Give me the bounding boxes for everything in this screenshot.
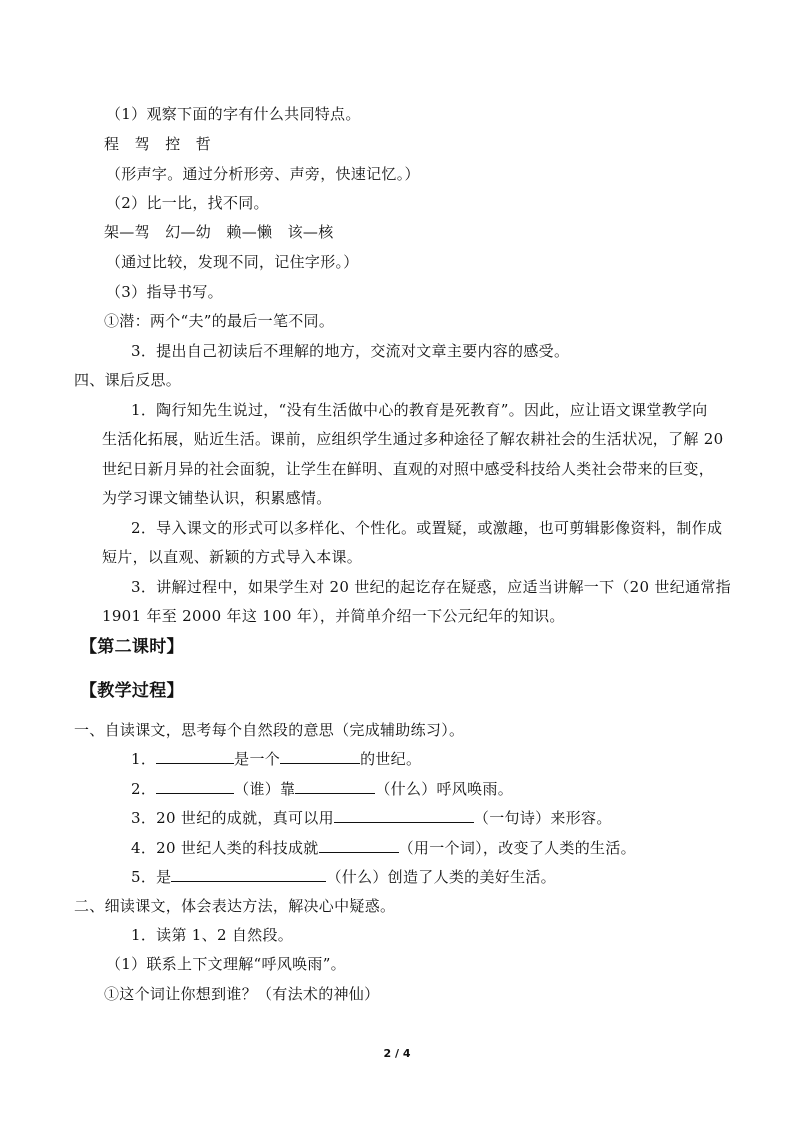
answer-blank[interactable] bbox=[295, 779, 375, 794]
section-heading: 四、课后反思。 bbox=[74, 371, 182, 389]
paragraph-item: 1．读第 1、2 自然段。 bbox=[131, 926, 294, 944]
note-text: （通过比较，发现不同，记住字形。） bbox=[106, 253, 359, 271]
sub-item-1: （1）观察下面的字有什么共同特点。 bbox=[106, 105, 361, 123]
exercise-item: 3．20 世纪的成就，真可以用 （一句诗）来形容。 bbox=[131, 809, 612, 827]
character-list: 程 驾 控 哲 bbox=[104, 135, 212, 153]
character-comparison: 架—驾 幻—幼 赖—懒 该—核 bbox=[104, 223, 334, 241]
lesson-heading: 【第二课时】 bbox=[80, 637, 184, 657]
section-heading: 二、细读课文，体会表达方法，解决心中疑惑。 bbox=[74, 897, 396, 915]
exercise-item: 5．是 （什么）创造了人类的美好生活。 bbox=[131, 868, 556, 886]
sub-item-3: （3）指导书写。 bbox=[106, 283, 223, 301]
paragraph-text: 1901 年至 2000 年这 100 年），并简单介绍一下公元纪年的知识。 bbox=[102, 607, 565, 625]
paragraph-item: 3．提出自己初读后不理解的地方，交流对文章主要内容的感受。 bbox=[131, 342, 570, 360]
paragraph-text: 生活化拓展，贴近生活。课前，应组织学生通过多种途径了解农耕社会的生活状况，了解 20 bbox=[102, 430, 724, 448]
exercise-item: 4．20 世纪人类的科技成就 （用一个词），改变了人类的生活。 bbox=[131, 839, 636, 857]
sub-item-2: （2）比一比，找不同。 bbox=[106, 194, 269, 212]
exercise-item: 1． 是一个 的世纪。 bbox=[131, 750, 422, 768]
answer-blank[interactable] bbox=[319, 838, 399, 853]
paragraph-text: 3．讲解过程中，如果学生对 20 世纪的起讫存在疑惑，应适当讲解一下（20 世纪通常指 bbox=[131, 578, 731, 596]
paragraph-text: 2．导入课文的形式可以多样化、个性化。或置疑，或激趣，也可剪辑影像资料，制作成 bbox=[131, 519, 723, 537]
page-number: 2 / 4 bbox=[383, 1047, 411, 1060]
exercise-item: 2． （谁）靠 （什么）呼风唤雨。 bbox=[131, 780, 514, 798]
paragraph-text: 世纪日新月异的社会面貌，让学生在鲜明、直观的对照中感受科技给人类社会带来的巨变， bbox=[102, 460, 715, 478]
question-text: ①这个词让你想到谁？（有法术的神仙） bbox=[104, 985, 380, 1003]
answer-blank[interactable] bbox=[156, 749, 234, 764]
answer-blank[interactable] bbox=[156, 779, 234, 794]
sub-item: （1）联系上下文理解“呼风唤雨”。 bbox=[106, 955, 346, 973]
note-text: （形声字。通过分析形旁、声旁，快速记忆。） bbox=[106, 165, 420, 183]
paragraph-text: 为学习课文铺垫认识，积累感情。 bbox=[102, 489, 332, 507]
process-heading: 【教学过程】 bbox=[80, 681, 184, 701]
writing-tip: ①潜：两个“夫”的最后一笔不同。 bbox=[104, 312, 335, 330]
paragraph-text: 1．陶行知先生说过，“没有生活做中心的教育是死教育”。因此，应让语文课堂教学向 bbox=[131, 401, 708, 419]
section-heading: 一、自读课文，思考每个自然段的意思（完成辅助练习）。 bbox=[74, 721, 465, 739]
answer-blank[interactable] bbox=[171, 867, 326, 882]
paragraph-text: 短片，以直观、新颖的方式导入本课。 bbox=[102, 548, 363, 566]
answer-blank[interactable] bbox=[280, 749, 360, 764]
answer-blank[interactable] bbox=[334, 808, 474, 823]
